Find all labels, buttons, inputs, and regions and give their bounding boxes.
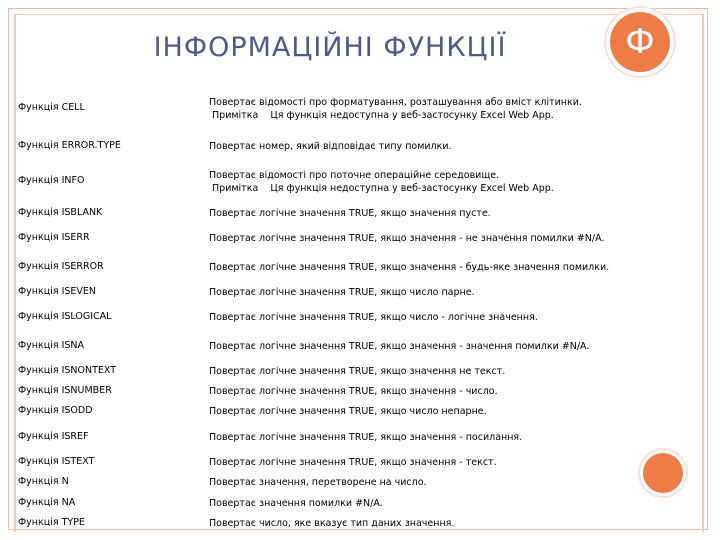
function-description: Повертає логічне значення TRUE, якщо число - логічне значення. <box>209 312 538 323</box>
right-border-line <box>702 14 704 532</box>
top-border-line <box>14 14 704 15</box>
function-description: Повертає логічне значення TRUE, якщо значення - посилання. <box>209 432 523 443</box>
function-description: Повертає значення помилки #N/A. <box>209 498 383 509</box>
badge-circle: Ф <box>610 12 670 72</box>
badge-ring <box>606 8 674 76</box>
decorative-dot <box>643 453 683 493</box>
function-description: Повертає логічне значення TRUE, якщо значення - число. <box>209 386 498 397</box>
decorative-dot-ring <box>640 450 686 496</box>
function-description: Повертає відомості про поточне операційне середовище. Примітка Ця функція недоступна у веб-застосунку Excel Web App. <box>209 170 554 194</box>
function-name: Функція ISLOGICAL <box>18 311 112 322</box>
function-name: Функція ISEVEN <box>18 286 97 297</box>
function-description: Повертає логічне значення TRUE, якщо значення - не значення помилки #N/A. <box>209 233 605 244</box>
function-name: Функція ISNUMBER <box>18 385 112 396</box>
function-description: Повертає логічне значення TRUE, якщо число непарне. <box>209 406 487 417</box>
function-name: Функція ISNONTEXT <box>18 365 117 376</box>
function-name: Функція ISODD <box>18 405 93 416</box>
function-name: Функція ISERROR <box>18 261 104 272</box>
function-name: Функція N <box>18 476 69 487</box>
function-description: Повертає логічне значення TRUE, якщо число парне. <box>209 287 475 298</box>
function-description: Повертає значення, перетворене на число. <box>209 477 427 488</box>
function-name: Функція ISREF <box>18 431 89 442</box>
function-description: Повертає логічне значення TRUE, якщо значення не текст. <box>209 366 506 377</box>
function-name: Функція ISERR <box>18 232 90 243</box>
function-name: Функція TYPE <box>18 517 85 528</box>
function-name: Функція CELL <box>18 102 85 113</box>
function-name: Функція ISBLANK <box>18 207 103 218</box>
function-name: Функція ERROR.TYPE <box>18 140 121 151</box>
function-description: Повертає логічне значення TRUE, якщо значення - будь-яке значення помилки. <box>209 262 610 273</box>
function-description: Повертає логічне значення TRUE, якщо значення пусте. <box>209 208 491 219</box>
function-name: Функція ISTEXT <box>18 456 95 467</box>
function-description: Повертає номер, який відповідає типу помилки. <box>209 141 452 152</box>
function-name: Функція NA <box>18 497 76 508</box>
slide-title: ІНФОРМАЦІЙНІ ФУНКЦІЇ <box>153 32 507 63</box>
function-description: Повертає логічне значення TRUE, якщо значення - значення помилки #N/A. <box>209 341 590 352</box>
function-name: Функція INFO <box>18 175 85 186</box>
function-name: Функція ISNA <box>18 340 85 351</box>
function-description: Повертає відомості про форматування, розташування або вміст клітинки. Примітка Ця функція недоступна у веб-застосунку Excel Web App. <box>209 97 582 121</box>
function-description: Повертає число, яке вказує тип даних значення. <box>209 518 455 529</box>
function-description: Повертає логічне значення TRUE, якщо значення - текст. <box>209 457 497 468</box>
left-border-line <box>14 14 16 532</box>
